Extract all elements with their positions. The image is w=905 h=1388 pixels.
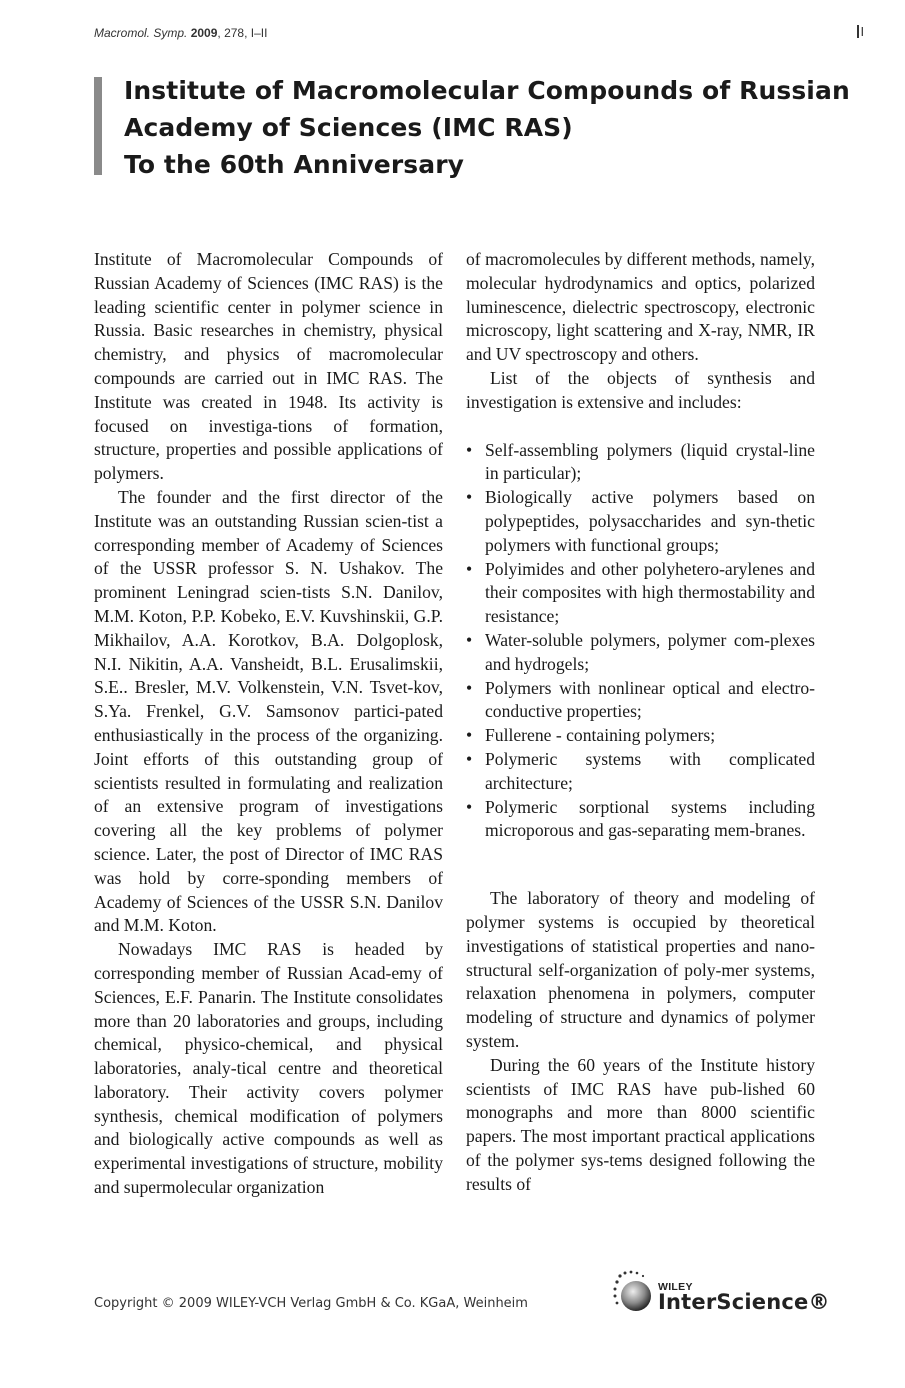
copyright-notice: Copyright © 2009 WILEY-VCH Verlag GmbH & Co. KGaA, Weinheim [94, 1296, 528, 1311]
title-accent-bar [94, 77, 102, 175]
journal-pages: , 278, I–II [217, 26, 268, 40]
list-item: • Self-assembling polymers (liquid crystal-line in particular); [466, 439, 815, 487]
title-line-2: Academy of Sciences (IMC RAS) [124, 113, 573, 142]
list-item: • Water-soluble polymers, polymer com-plexes and hydrogels; [466, 629, 815, 677]
wiley-wordmark: WILEY [658, 1281, 693, 1293]
right-paragraph-3: The laboratory of theory and modeling of polymer systems is occupied by theoretical investigations of statistical properties and nano-structural self-organization of poly-mer systems, relaxation phenomena in polymers, computer modeling of structure and dynamics of polymer system. [466, 888, 815, 1051]
objects-list [466, 439, 815, 844]
right-paragraph-4: During the 60 years of the Institute history scientists of IMC RAS have pub-lished 60 monographs and more than 8000 scientific papers. The most important practical applications of the polymer sys-tems designed following the results of [466, 1054, 815, 1194]
journal-name: Macromol. Symp. [94, 26, 188, 40]
page-number-text: I [860, 24, 865, 39]
list-item: • Polymeric sorptional systems including microporous and gas-separating mem-branes. [466, 796, 815, 844]
page-number [857, 24, 864, 39]
right-paragraph-1: of macromolecules by different methods, namely, molecular hydrodynamics and optics, polarized luminescence, dielectric spectroscopy, electronic microscopy, light scattering and X-ray, NMR, IR and UV spectroscopy and others. [466, 249, 815, 365]
list-item: • Polymeric systems with complicated architecture; [466, 748, 815, 796]
article-title [124, 72, 850, 183]
left-paragraph-2: The founder and the first director of the Institute was an outstanding Russian scien-tist a corresponding member of Academy of Sciences of the USSR professor S. N. Ushakov. The prominent Leningrad scien-tists S.N. Danilov, M.M. Koton, P.P. Kobeko, E.V. Kuvshinskii, G.P. Mikhailov, A.A. Korotkov, B.A. Dolgoplosk, N.I. Nikitin, A.A. Vansheidt, B.L. Erusalimskii, S.E.. Bresler, M.V. Volkenstein, V.N. Tsvet-kov, S.Ya. Frenkel, G.V. Samsonov partici-pated enthusiastically in the process of the organizing. Joint efforts of this outstanding group of scientists resulted in formulating and realization of an extensive program of investigations covering all the key problems of polymer science. Later, the post of Director of IMC RAS was hold by corre-sponding members of Academy of Sciences of the USSR S.N. Danilov and M.M. Koton. [94, 486, 443, 936]
running-header [94, 26, 267, 40]
right-paragraph-2: List of the objects of synthesis and investigation is extensive and includes: [466, 367, 815, 412]
list-item: • Fullerene - containing polymers; [466, 724, 815, 748]
left-paragraph-3: Nowadays IMC RAS is headed by corresponding member of Russian Acad-emy of Sciences, E.F. Panarin. The Institute consolidates more than 20 laboratories and groups, including chemical, physico-chemical, and physical laboratories, analy-tical centre and theoretical laboratory. Their activity covers polymer synthesis, chemical modification of polymers and biologically active compounds as well as experimental investigations of structure, mobility and supermolecular organization [94, 939, 443, 1198]
list-item: • Polymers with nonlinear optical and electro-conductive properties; [466, 677, 815, 725]
right-column [466, 248, 815, 1196]
section-gap [466, 843, 815, 887]
interscience-wordmark: InterScience® [658, 1290, 830, 1314]
journal-year: 2009 [190, 26, 218, 40]
left-column [94, 248, 443, 1200]
page-number-rule [857, 25, 859, 38]
wiley-interscience-logo [612, 1268, 830, 1318]
title-line-3: To the 60th Anniversary [124, 150, 465, 179]
left-paragraph-1: Institute of Macromolecular Compounds of Russian Academy of Sciences (IMC RAS) is the leading scientific center in polymer science in Russia. Basic researches in chemistry, physical chemistry, and physics of macromolecular compounds are carried out in IMC RAS. The Institute was created in 1948. Its activity is focused on investiga-tions of formation, structure, properties and possible applications of polymers. [94, 249, 443, 484]
globe-icon [612, 1268, 658, 1318]
list-item: • Polyimides and other polyhetero-arylenes and their composites with high thermostability and resistance; [466, 558, 815, 629]
list-item: • Biologically active polymers based on polypeptides, polysaccharides and syn-thetic polymers with functional groups; [466, 486, 815, 557]
title-line-1: Institute of Macromolecular Compounds of Russian [124, 76, 850, 105]
